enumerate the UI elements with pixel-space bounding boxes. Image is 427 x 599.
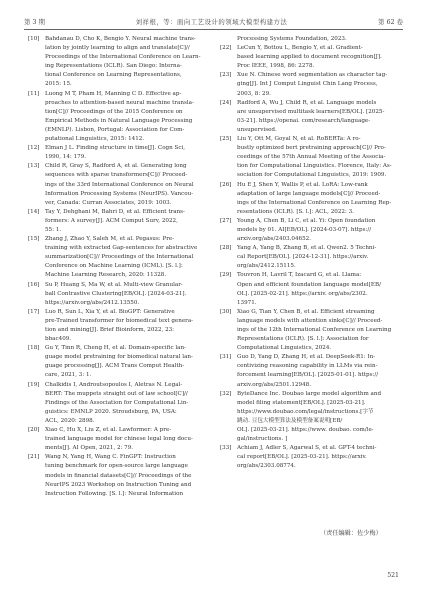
reference-entry: [28, 235, 204, 280]
reference-text: Su P, Huang S, Ma W, et al. Multi-view Granular- ball Contrastive Clustering[EB/OL]. [2024-03-21]. https://arxiv.org/abs/2412.13550.: [45, 281, 187, 306]
reference-entry: [28, 162, 204, 207]
reference-entry: [220, 181, 396, 217]
reference-number: [25]: [220, 136, 232, 143]
reference-entry: [220, 71, 396, 98]
reference-text: ByteDance Inc. Doubao large model algorithm and model filing statement[EB/OL]. [2025-03-21]. https://www.doubao.com/legal/instructions.[字节 跳动. 豆包大模型算法及模型备案说明[EB/ OL]. [2025-03-21]. https://www. doubao. com/le- gal/instructions. ]: [237, 390, 382, 443]
reference-entry: [28, 426, 204, 453]
reference-number: [15]: [28, 236, 40, 243]
reference-number: [27]: [220, 217, 232, 224]
reference-text: Yang A, Yang B, Zhang B, et al. Qwen2. 5 Techni- cal Report[EB/OL]. [2024-12-31]. https://arxiv. org/abs/2412.15115.: [237, 245, 377, 270]
reference-number: [23]: [220, 72, 232, 79]
reference-entry: [220, 444, 396, 471]
reference-number: [30]: [220, 308, 232, 315]
reference-text: Guo D, Yang D, Zhang H, et al. DeepSeek-R1: In- centivizing reasoning capability in LLMs via rein- forcement learning[EB/OL]. [2025-01-01]. https:// arxiv.org/abs/2501.12948.: [237, 354, 379, 388]
reference-entry: [220, 135, 396, 180]
reference-number: [28]: [220, 245, 232, 252]
reference-number: [12]: [28, 145, 40, 152]
reference-text: Gu Y, Tinn R, Cheng H, et al. Domain-specific lan- guage model pretraining for biomedical natural lan- guage processing[J]. ACM Trans Comput Health- care, 2021, 3: 1.: [45, 345, 193, 379]
reference-number: [13]: [28, 163, 40, 170]
reference-text: Chalkidis I, Androutsopoulos I, Aletras N. Legal- BERT: The muppets straight out of law school[C]// Findings of the Association for Computational Lin- guistics: EMNLP 2020. Stroudsburg, PA, USA: ACL, 2020: 2898.: [45, 381, 189, 424]
responsible-editor: （责任编辑：佐少梅）: [320, 530, 382, 537]
reference-entry: [28, 453, 204, 498]
reference-text: Luong M T, Pham H, Manning C D. Effective ap- proaches to attention-based neural machine transla- tion[C]// Proceedings of the 2015 Conference on Empirical Methods in Natural Language Processing (EMNLP). Lisbon, Portugal: Association for Com- putational Linguistics, 2015: 1412.: [45, 90, 194, 143]
reference-entry: [28, 344, 204, 380]
reference-text: Luo R, Sun L, Xia Y, et al. BioGPT: Generative pre-Trained transformer for biomedical text genera- tion and mining[J]. Brief Bioinform, 2022, 23: bbac409.: [45, 308, 194, 343]
reference-text: Elman J L. Finding structure in time[J]. Cogn Sci, 1990, 14: 179.: [45, 145, 186, 161]
reference-entry: [220, 353, 396, 389]
header-volume: 第 62 卷: [378, 17, 403, 26]
reference-entry: [220, 217, 396, 244]
references-right-column: [220, 35, 396, 472]
reference-text: Radford A, Wu J, Child R, et al. Language models are unsupervised multitask learners[EB/OL]. [2025- 03-21]. https://openai. com/research/language- unsupervised.: [237, 99, 385, 133]
reference-number: [21]: [28, 454, 40, 461]
reference-text: Xiao C, Hu X, Liu Z, et al. Lawformer: A pre- trained language model for chinese legal long docu- ments[J]. AI Open, 2021, 2: 79.: [45, 427, 193, 452]
page-number: 521: [387, 572, 399, 579]
reference-text: Tay Y, Dehghani M, Bahri D, et al. Efficient trans- formers: A survey[J]. ACM Comput Surv, 2022, 55: 1.: [45, 208, 185, 233]
reference-entry: [28, 308, 204, 344]
reference-number: [11]: [28, 90, 40, 97]
reference-text: Young A, Chen B, Li C, et al. Yi: Open foundation models by 01. AI[EB/OL]. [2024-03-07]. https:// arxiv.org/abs/2403.04652.: [237, 217, 376, 243]
reference-text: Wang N, Yang H, Wang C. FinGPT: Instruction tuning benchmark for open-source large language models in financial datasets[C]// Proceedings of the NeurIPS 2023 Workshop on Instruction Tuning and Instruction Following. [S. l.]: Neural Information: [45, 454, 192, 497]
reference-text: Achiam J, Adler S, Agarwal S, et al. GPT-4 techni- cal report[EB/OL]. [2025-03-21]. https://arxiv. org/abs/2303.08774.: [237, 445, 377, 470]
reference-entry: [28, 90, 204, 145]
reference-number: [31]: [220, 354, 232, 361]
reference-entry: [220, 390, 396, 445]
reference-number: [22]: [220, 45, 232, 52]
reference-entry: [220, 44, 396, 71]
header-title: 刘祥根，等：面向工艺设计的领域大模型构建方法: [135, 17, 288, 26]
reference-text: Touvron H, Lavril T, Izacard G, et al. Llama: Open and efficient foundation language model[EB/ OL]. [2025-02-21]. https://arxiv. org/abs/2302. 13971.: [237, 272, 381, 306]
reference-text: Bahdanau D, Cho K, Bengio Y. Neural machine trans- lation by jointly learning to align and translate[C]// Proceedings of the International Conference on Learn- ing Representations (ICLR). San Diego: Interna- tional Conference on Learning Representations, 2015: 15.: [45, 36, 201, 88]
reference-number: [14]: [28, 208, 40, 215]
reference-number: [32]: [220, 390, 232, 397]
reference-number: [17]: [28, 308, 40, 315]
reference-number: [10]: [28, 36, 40, 42]
reference-text: Hu E J, Shen Y, Wallis P, et al. LoRA: Low-rank adaptation of large language models[C]// Proceed- ings of the International Conference on Learning Rep- resentations (ICLR). [S. l.]: ACL, 2022: 3.: [237, 181, 392, 215]
reference-number: [26]: [220, 181, 232, 188]
reference-text: LeCun Y, Bottou L, Bengio Y, et al. Gradient- based learning applied to document recognition[J]. Proc IEEE, 1998, 86: 2278.: [237, 45, 382, 70]
reference-number: [29]: [220, 272, 232, 279]
reference-number: [18]: [28, 345, 40, 352]
reference-number: [24]: [220, 99, 232, 106]
reference-entry: [28, 281, 204, 308]
reference-text: Xiao G, Tian Y, Chen B, et al. Efficient streaming language models with attention sinks[C]// Proceed- ings of the 12th International Conference on Learning Representations (ICLR). [S. l.]: Association for Computational Linguistics, 2024.: [237, 308, 392, 352]
reference-text: Liu Y, Ott M, Goyal N, et al. RoBERTa: A ro- bustly optimized bert pretraining approach[C]// Pro- ceedings of the 57th Annual Meeting of the Associa- tion for Computational Linguistics. Florence, Italy: As- sociation for Computational Linguistics, 2019: 1909.: [237, 136, 392, 179]
reference-text: Zhang J, Zhao Y, Saleh M, et al. Pegasus: Pre- training with extracted Gap-sentences for abstractive summarization[C]// Proceedings of the International Conference on Machine Learning (ICML). [S. l.]: Machine Learning Research, 2020: 11328.: [45, 236, 198, 279]
reference-entry: [220, 308, 396, 353]
reference-entry: [220, 271, 396, 307]
reference-entry: [28, 208, 204, 235]
reference-number: [33]: [220, 445, 232, 452]
header-issue: 第 3 期: [24, 17, 45, 26]
header-rule: [24, 29, 403, 30]
reference-entry: [220, 99, 396, 135]
reference-continuation: Processing Systems Foundation, 2023.: [237, 36, 347, 42]
reference-number: [16]: [28, 281, 40, 288]
running-header: [24, 14, 403, 28]
reference-text: Child R, Gray S, Radford A, et al. Generating long sequences with sparse transformers[C]// Proceed- ings of the 33rd International Conference on Neural Information Processing Systems (NeurIPS). Vancou- ver, Canada: Curran Associates, 2019: 1003.: [45, 163, 194, 206]
reference-number: [19]: [28, 381, 40, 388]
reference-number: [20]: [28, 427, 40, 434]
reference-entry: [220, 244, 396, 271]
reference-entry: [28, 35, 204, 90]
reference-text: Xue N. Chinese word segmentation as character tag- ging[J]. Int J Comput Linguist Chin Lang Process, 2003, 8: 29.: [237, 72, 388, 97]
reference-entry: [28, 381, 204, 426]
reference-entry: [28, 144, 204, 162]
references-left-column: [28, 35, 204, 499]
